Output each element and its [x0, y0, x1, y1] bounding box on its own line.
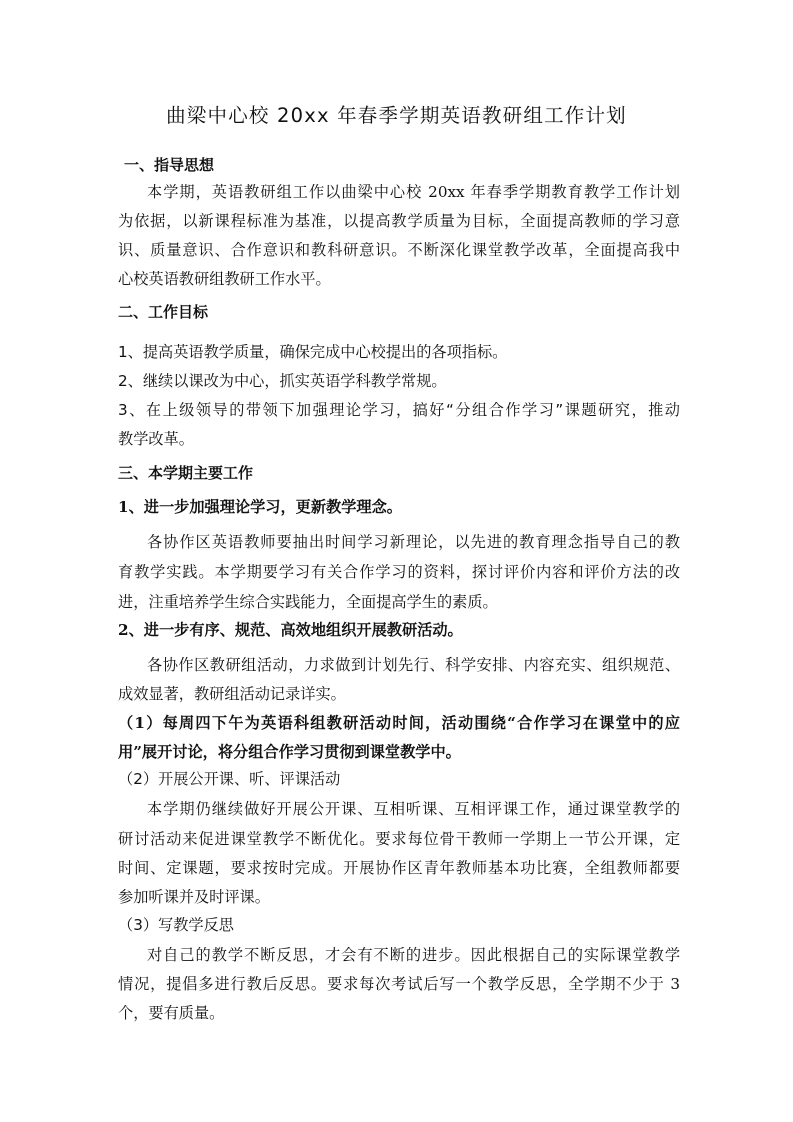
item-thursday-activity: （1）每周四下午为英语科组教研活动时间，活动围绕“合作学习在课堂中的应	[118, 714, 680, 732]
subheading-research-activities: 2、进一步有序、规范、高效地组织开展教研活动。	[118, 621, 463, 639]
paragraph-line: 参加听课并及时评课。	[118, 888, 270, 906]
item-open-class-heading: （2）开展公开课、听、评课活动	[118, 770, 341, 788]
paragraph-line: 个，要有质量。	[118, 1004, 225, 1022]
goal-item: 3、在上级领导的带领下加强理论学习，搞好“分组合作学习”课题研究，推动	[118, 401, 680, 419]
section-heading-work-goals: 二、工作目标	[118, 303, 209, 321]
item-reflection-heading: （3）写教学反思	[118, 916, 234, 934]
goal-item: 2、继续以课改为中心，抓实英语学科教学常规。	[118, 372, 447, 390]
paragraph-line: 研讨活动来促进课堂教学不断优化。要求每位骨干教师一学期上一节公开课，定	[118, 830, 680, 848]
document-title: 曲梁中心校 20xx 年春季学期英语教研组工作计划	[166, 104, 627, 127]
paragraph-line: 识、质量意识、合作意识和教科研意识。不断深化课堂教学改革，全面提高我中	[118, 241, 680, 259]
subheading-theory-study: 1、进一步加强理论学习，更新教学理念。	[118, 498, 402, 516]
paragraph-line: 各协作区教研组活动，力求做到计划先行、科学安排、内容充实、组织规范、	[147, 656, 680, 674]
paragraph-line: 本学期仍继续做好开展公开课、互相听课、互相评课工作，通过课堂教学的	[147, 800, 680, 818]
paragraph-line: 情况，提倡多进行教后反思。要求每次考试后写一个教学反思，全学期不少于 3	[118, 975, 680, 993]
goal-item: 1、提高英语教学质量，确保完成中心校提出的各项指标。	[118, 343, 508, 361]
paragraph-line: 成效显著，教研组活动记录详实。	[118, 685, 346, 703]
paragraph-line: 对自己的教学不断反思，才会有不断的进步。因此根据自己的实际课堂教学	[147, 946, 680, 964]
section-heading-main-work: 三、本学期主要工作	[118, 464, 254, 482]
paragraph-line: 各协作区英语教师要抽出时间学习新理论，以先进的教育理念指导自己的教	[147, 533, 680, 551]
paragraph-line: 育教学实践。本学期要学习有关合作学习的资料，探讨评价内容和评价方法的改	[118, 563, 680, 581]
paragraph-line: 心校英语教研组教研工作水平。	[118, 270, 331, 288]
paragraph-line: 本学期，英语教研组工作以曲梁中心校 20xx 年春季学期教育教学工作计划	[147, 183, 680, 201]
paragraph-line: 时间、定课题，要求按时完成。开展协作区青年教师基本功比赛，全组教师都要	[118, 859, 680, 877]
item-thursday-activity-continued: 用”展开讨论，将分组合作学习贯彻到课堂教学中。	[118, 743, 461, 761]
paragraph-line: 为依据，以新课程标准为基准，以提高教学质量为目标，全面提高教师的学习意	[118, 212, 680, 230]
section-heading-guiding-thought: 一、指导思想	[124, 156, 215, 174]
paragraph-line: 进，注重培养学生综合实践能力，全面提高学生的素质。	[118, 593, 498, 611]
goal-item-continued: 教学改革。	[118, 430, 194, 448]
